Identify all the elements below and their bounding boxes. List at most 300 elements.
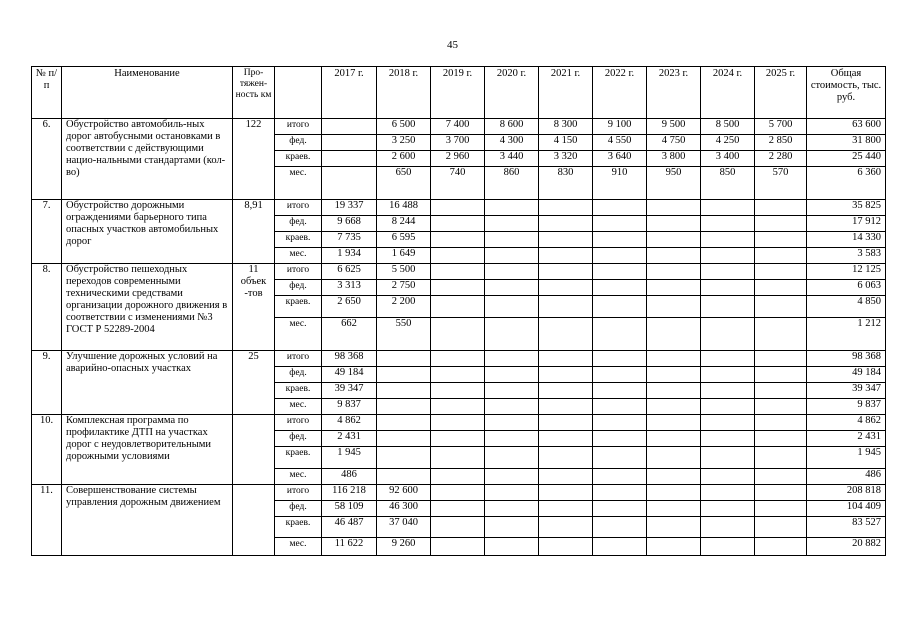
funding-source: итого xyxy=(275,200,322,216)
year-value xyxy=(755,431,807,447)
year-value xyxy=(485,447,539,469)
measure-length: 8,91 xyxy=(233,200,275,264)
total-value: 14 330 xyxy=(807,232,886,248)
year-value: 2 600 xyxy=(377,151,431,167)
year-value xyxy=(593,431,647,447)
row-number: 8. xyxy=(32,264,62,351)
measure-length: 11 объек -тов xyxy=(233,264,275,351)
year-value xyxy=(539,248,593,264)
year-value xyxy=(539,469,593,485)
year-value: 8 244 xyxy=(377,216,431,232)
year-value: 2 650 xyxy=(322,296,377,318)
year-value: 650 xyxy=(377,167,431,200)
year-value xyxy=(701,431,755,447)
year-value xyxy=(485,216,539,232)
year-value: 49 184 xyxy=(322,367,377,383)
year-value: 9 837 xyxy=(322,399,377,415)
header-year: 2023 г. xyxy=(647,67,701,119)
year-value: 550 xyxy=(377,318,431,351)
year-value xyxy=(701,296,755,318)
year-value: 860 xyxy=(485,167,539,200)
funding-source: мес. xyxy=(275,248,322,264)
year-value xyxy=(485,538,539,556)
year-value xyxy=(701,351,755,367)
header-year: 2022 г. xyxy=(593,67,647,119)
year-value: 3 400 xyxy=(701,151,755,167)
year-value: 8 600 xyxy=(485,119,539,135)
total-value: 1 212 xyxy=(807,318,886,351)
year-value xyxy=(701,200,755,216)
year-value xyxy=(377,447,431,469)
year-value: 7 735 xyxy=(322,232,377,248)
total-value: 25 440 xyxy=(807,151,886,167)
year-value: 740 xyxy=(431,167,485,200)
year-value xyxy=(377,383,431,399)
year-value: 11 622 xyxy=(322,538,377,556)
year-value xyxy=(593,399,647,415)
year-value xyxy=(377,351,431,367)
year-value: 2 750 xyxy=(377,280,431,296)
year-value: 950 xyxy=(647,167,701,200)
funding-source: итого xyxy=(275,119,322,135)
year-value: 4 150 xyxy=(539,135,593,151)
header-year: 2018 г. xyxy=(377,67,431,119)
year-value: 6 500 xyxy=(377,119,431,135)
year-value xyxy=(701,232,755,248)
year-value xyxy=(593,447,647,469)
year-value xyxy=(755,367,807,383)
year-value: 4 250 xyxy=(701,135,755,151)
year-value: 3 800 xyxy=(647,151,701,167)
year-value xyxy=(431,318,485,351)
header-year: 2021 г. xyxy=(539,67,593,119)
year-value xyxy=(539,351,593,367)
table-row xyxy=(32,485,886,501)
year-value xyxy=(485,415,539,431)
total-value: 12 125 xyxy=(807,264,886,280)
year-value xyxy=(485,296,539,318)
table-row xyxy=(32,264,886,280)
year-value xyxy=(647,447,701,469)
total-value: 39 347 xyxy=(807,383,886,399)
header-blank xyxy=(275,67,322,119)
header-num: № п/п xyxy=(32,67,62,119)
funding-source: фед. xyxy=(275,367,322,383)
year-value xyxy=(485,264,539,280)
measure-length: 25 xyxy=(233,351,275,415)
year-value: 2 431 xyxy=(322,431,377,447)
year-value xyxy=(485,501,539,517)
year-value: 39 347 xyxy=(322,383,377,399)
year-value xyxy=(485,469,539,485)
funding-source: мес. xyxy=(275,469,322,485)
year-value xyxy=(755,469,807,485)
total-value: 2 431 xyxy=(807,431,886,447)
year-value xyxy=(647,264,701,280)
year-value xyxy=(593,318,647,351)
year-value xyxy=(431,200,485,216)
year-value xyxy=(701,264,755,280)
year-value xyxy=(431,351,485,367)
year-value: 92 600 xyxy=(377,485,431,501)
row-number: 10. xyxy=(32,415,62,485)
total-value: 4 862 xyxy=(807,415,886,431)
total-value: 3 583 xyxy=(807,248,886,264)
year-value: 98 368 xyxy=(322,351,377,367)
year-value xyxy=(539,296,593,318)
header-name: Наименование xyxy=(62,67,233,119)
measure-name: Обустройство автомобиль-ных дорог автобусными остановками в соответствии с действующими нацио-нальными стандартами (кол-во) xyxy=(62,119,233,200)
year-value: 3 320 xyxy=(539,151,593,167)
year-value: 9 500 xyxy=(647,119,701,135)
funding-source: фед. xyxy=(275,431,322,447)
total-value: 208 818 xyxy=(807,485,886,501)
year-value xyxy=(431,501,485,517)
year-value: 5 700 xyxy=(755,119,807,135)
header-row xyxy=(32,67,886,119)
row-number: 9. xyxy=(32,351,62,415)
year-value xyxy=(322,119,377,135)
year-value: 2 280 xyxy=(755,151,807,167)
year-value xyxy=(647,280,701,296)
row-number: 11. xyxy=(32,485,62,556)
year-value xyxy=(647,351,701,367)
year-value xyxy=(593,232,647,248)
header-length: Про-тяжен-ность км xyxy=(233,67,275,119)
measure-length xyxy=(233,485,275,556)
year-value: 850 xyxy=(701,167,755,200)
year-value xyxy=(322,167,377,200)
year-value xyxy=(539,232,593,248)
year-value xyxy=(539,383,593,399)
year-value: 6 595 xyxy=(377,232,431,248)
year-value: 4 750 xyxy=(647,135,701,151)
year-value xyxy=(431,538,485,556)
header-total: Общая стоимость, тыс. руб. xyxy=(807,67,886,119)
year-value: 1 649 xyxy=(377,248,431,264)
cost-table xyxy=(31,66,886,556)
year-value xyxy=(431,485,485,501)
year-value: 830 xyxy=(539,167,593,200)
year-value: 3 250 xyxy=(377,135,431,151)
year-value xyxy=(485,485,539,501)
total-value: 1 945 xyxy=(807,447,886,469)
year-value: 4 550 xyxy=(593,135,647,151)
year-value xyxy=(539,517,593,538)
year-value: 8 500 xyxy=(701,119,755,135)
year-value xyxy=(539,399,593,415)
year-value: 9 260 xyxy=(377,538,431,556)
total-value: 17 912 xyxy=(807,216,886,232)
row-number: 7. xyxy=(32,200,62,264)
year-value: 570 xyxy=(755,167,807,200)
total-value: 9 837 xyxy=(807,399,886,415)
year-value: 4 300 xyxy=(485,135,539,151)
year-value xyxy=(755,318,807,351)
year-value: 2 960 xyxy=(431,151,485,167)
year-value xyxy=(755,415,807,431)
year-value xyxy=(539,485,593,501)
total-value: 49 184 xyxy=(807,367,886,383)
funding-source: мес. xyxy=(275,318,322,351)
year-value: 9 100 xyxy=(593,119,647,135)
funding-source: фед. xyxy=(275,280,322,296)
year-value xyxy=(593,296,647,318)
year-value xyxy=(485,367,539,383)
year-value xyxy=(431,280,485,296)
year-value xyxy=(377,415,431,431)
year-value xyxy=(593,264,647,280)
funding-source: краев. xyxy=(275,296,322,318)
year-value xyxy=(755,501,807,517)
year-value xyxy=(322,135,377,151)
year-value xyxy=(322,151,377,167)
total-value: 63 600 xyxy=(807,119,886,135)
year-value xyxy=(539,280,593,296)
year-value xyxy=(701,399,755,415)
year-value xyxy=(377,399,431,415)
funding-source: краев. xyxy=(275,151,322,167)
year-value xyxy=(593,200,647,216)
year-value xyxy=(539,216,593,232)
year-value xyxy=(539,431,593,447)
year-value: 3 640 xyxy=(593,151,647,167)
year-value xyxy=(431,216,485,232)
year-value xyxy=(431,296,485,318)
year-value xyxy=(431,264,485,280)
measure-name: Обустройство дорожными ограждениями барьерного типа опасных участков автомобильных дорог xyxy=(62,200,233,264)
year-value xyxy=(485,200,539,216)
table-row xyxy=(32,351,886,367)
year-value xyxy=(593,351,647,367)
year-value xyxy=(485,383,539,399)
year-value: 16 488 xyxy=(377,200,431,216)
year-value xyxy=(647,318,701,351)
header-year: 2024 г. xyxy=(701,67,755,119)
measure-name: Совершенствование системы управления дорожным движением xyxy=(62,485,233,556)
year-value xyxy=(431,415,485,431)
total-value: 20 882 xyxy=(807,538,886,556)
year-value xyxy=(431,517,485,538)
year-value xyxy=(755,399,807,415)
year-value xyxy=(539,501,593,517)
year-value xyxy=(701,415,755,431)
year-value xyxy=(647,517,701,538)
table-row xyxy=(32,415,886,431)
header-year: 2025 г. xyxy=(755,67,807,119)
year-value xyxy=(431,367,485,383)
funding-source: итого xyxy=(275,351,322,367)
year-value xyxy=(593,469,647,485)
year-value: 116 218 xyxy=(322,485,377,501)
year-value xyxy=(647,485,701,501)
year-value xyxy=(539,447,593,469)
header-year: 2017 г. xyxy=(322,67,377,119)
year-value: 3 313 xyxy=(322,280,377,296)
year-value: 3 700 xyxy=(431,135,485,151)
year-value xyxy=(539,200,593,216)
year-value xyxy=(485,280,539,296)
year-value xyxy=(593,280,647,296)
year-value: 6 625 xyxy=(322,264,377,280)
year-value xyxy=(755,248,807,264)
year-value xyxy=(755,232,807,248)
year-value xyxy=(485,517,539,538)
year-value: 8 300 xyxy=(539,119,593,135)
total-value: 83 527 xyxy=(807,517,886,538)
year-value xyxy=(755,216,807,232)
row-number: 6. xyxy=(32,119,62,200)
total-value: 31 800 xyxy=(807,135,886,151)
year-value xyxy=(485,318,539,351)
year-value xyxy=(701,367,755,383)
year-value: 46 487 xyxy=(322,517,377,538)
year-value: 46 300 xyxy=(377,501,431,517)
header-year: 2020 г. xyxy=(485,67,539,119)
year-value: 7 400 xyxy=(431,119,485,135)
table-row xyxy=(32,200,886,216)
year-value xyxy=(593,216,647,232)
year-value xyxy=(755,485,807,501)
header-year: 2019 г. xyxy=(431,67,485,119)
year-value xyxy=(593,485,647,501)
funding-source: фед. xyxy=(275,501,322,517)
year-value: 37 040 xyxy=(377,517,431,538)
year-value: 58 109 xyxy=(322,501,377,517)
year-value xyxy=(647,200,701,216)
funding-source: фед. xyxy=(275,135,322,151)
total-value: 486 xyxy=(807,469,886,485)
year-value xyxy=(647,501,701,517)
measure-length xyxy=(233,415,275,485)
year-value xyxy=(539,264,593,280)
year-value xyxy=(485,399,539,415)
year-value xyxy=(593,383,647,399)
year-value xyxy=(377,469,431,485)
year-value: 3 440 xyxy=(485,151,539,167)
year-value xyxy=(539,367,593,383)
year-value xyxy=(485,248,539,264)
year-value xyxy=(647,216,701,232)
total-value: 6 063 xyxy=(807,280,886,296)
total-value: 104 409 xyxy=(807,501,886,517)
table-row xyxy=(32,119,886,135)
year-value xyxy=(647,415,701,431)
measure-name: Комплексная программа по профилактике ДТП на участках дорог с неудовлетворительными дорожными условиями xyxy=(62,415,233,485)
year-value xyxy=(431,248,485,264)
year-value xyxy=(701,383,755,399)
funding-source: фед. xyxy=(275,216,322,232)
funding-source: краев. xyxy=(275,232,322,248)
year-value xyxy=(701,248,755,264)
funding-source: итого xyxy=(275,485,322,501)
year-value xyxy=(431,469,485,485)
year-value xyxy=(647,248,701,264)
funding-source: краев. xyxy=(275,447,322,469)
year-value: 2 200 xyxy=(377,296,431,318)
year-value xyxy=(647,469,701,485)
year-value xyxy=(485,431,539,447)
funding-source: мес. xyxy=(275,538,322,556)
funding-source: мес. xyxy=(275,399,322,415)
measure-name: Обустройство пешеходных переходов современными техническими средствами организации дорожного движения в соответствии с изменениями №3 ГОСТ Р 52289-2004 xyxy=(62,264,233,351)
year-value xyxy=(701,517,755,538)
year-value: 662 xyxy=(322,318,377,351)
funding-source: итого xyxy=(275,264,322,280)
year-value: 910 xyxy=(593,167,647,200)
year-value xyxy=(539,415,593,431)
year-value xyxy=(701,501,755,517)
year-value xyxy=(701,216,755,232)
year-value xyxy=(647,538,701,556)
year-value: 19 337 xyxy=(322,200,377,216)
funding-source: краев. xyxy=(275,517,322,538)
funding-source: краев. xyxy=(275,383,322,399)
year-value xyxy=(431,383,485,399)
year-value xyxy=(755,296,807,318)
year-value xyxy=(755,280,807,296)
year-value xyxy=(593,501,647,517)
measure-length: 122 xyxy=(233,119,275,200)
year-value xyxy=(701,318,755,351)
total-value: 98 368 xyxy=(807,351,886,367)
year-value xyxy=(593,538,647,556)
year-value: 486 xyxy=(322,469,377,485)
total-value: 35 825 xyxy=(807,200,886,216)
year-value xyxy=(755,517,807,538)
year-value xyxy=(485,232,539,248)
year-value xyxy=(539,318,593,351)
year-value xyxy=(755,351,807,367)
year-value xyxy=(431,232,485,248)
year-value xyxy=(593,367,647,383)
year-value xyxy=(431,431,485,447)
year-value xyxy=(701,280,755,296)
year-value xyxy=(593,517,647,538)
year-value xyxy=(647,367,701,383)
year-value: 1 934 xyxy=(322,248,377,264)
year-value: 4 862 xyxy=(322,415,377,431)
year-value xyxy=(647,232,701,248)
year-value xyxy=(539,538,593,556)
year-value xyxy=(431,399,485,415)
year-value xyxy=(647,399,701,415)
year-value xyxy=(755,264,807,280)
year-value xyxy=(755,447,807,469)
year-value xyxy=(701,485,755,501)
total-value: 6 360 xyxy=(807,167,886,200)
year-value xyxy=(647,383,701,399)
year-value xyxy=(377,367,431,383)
year-value xyxy=(593,248,647,264)
year-value xyxy=(593,415,647,431)
year-value: 9 668 xyxy=(322,216,377,232)
year-value xyxy=(485,351,539,367)
total-value: 4 850 xyxy=(807,296,886,318)
year-value xyxy=(431,447,485,469)
year-value xyxy=(377,431,431,447)
year-value: 5 500 xyxy=(377,264,431,280)
funding-source: итого xyxy=(275,415,322,431)
page-number: 45 xyxy=(447,39,458,51)
year-value xyxy=(701,447,755,469)
year-value xyxy=(755,200,807,216)
year-value xyxy=(647,431,701,447)
year-value xyxy=(701,538,755,556)
year-value: 2 850 xyxy=(755,135,807,151)
year-value xyxy=(701,469,755,485)
year-value xyxy=(647,296,701,318)
